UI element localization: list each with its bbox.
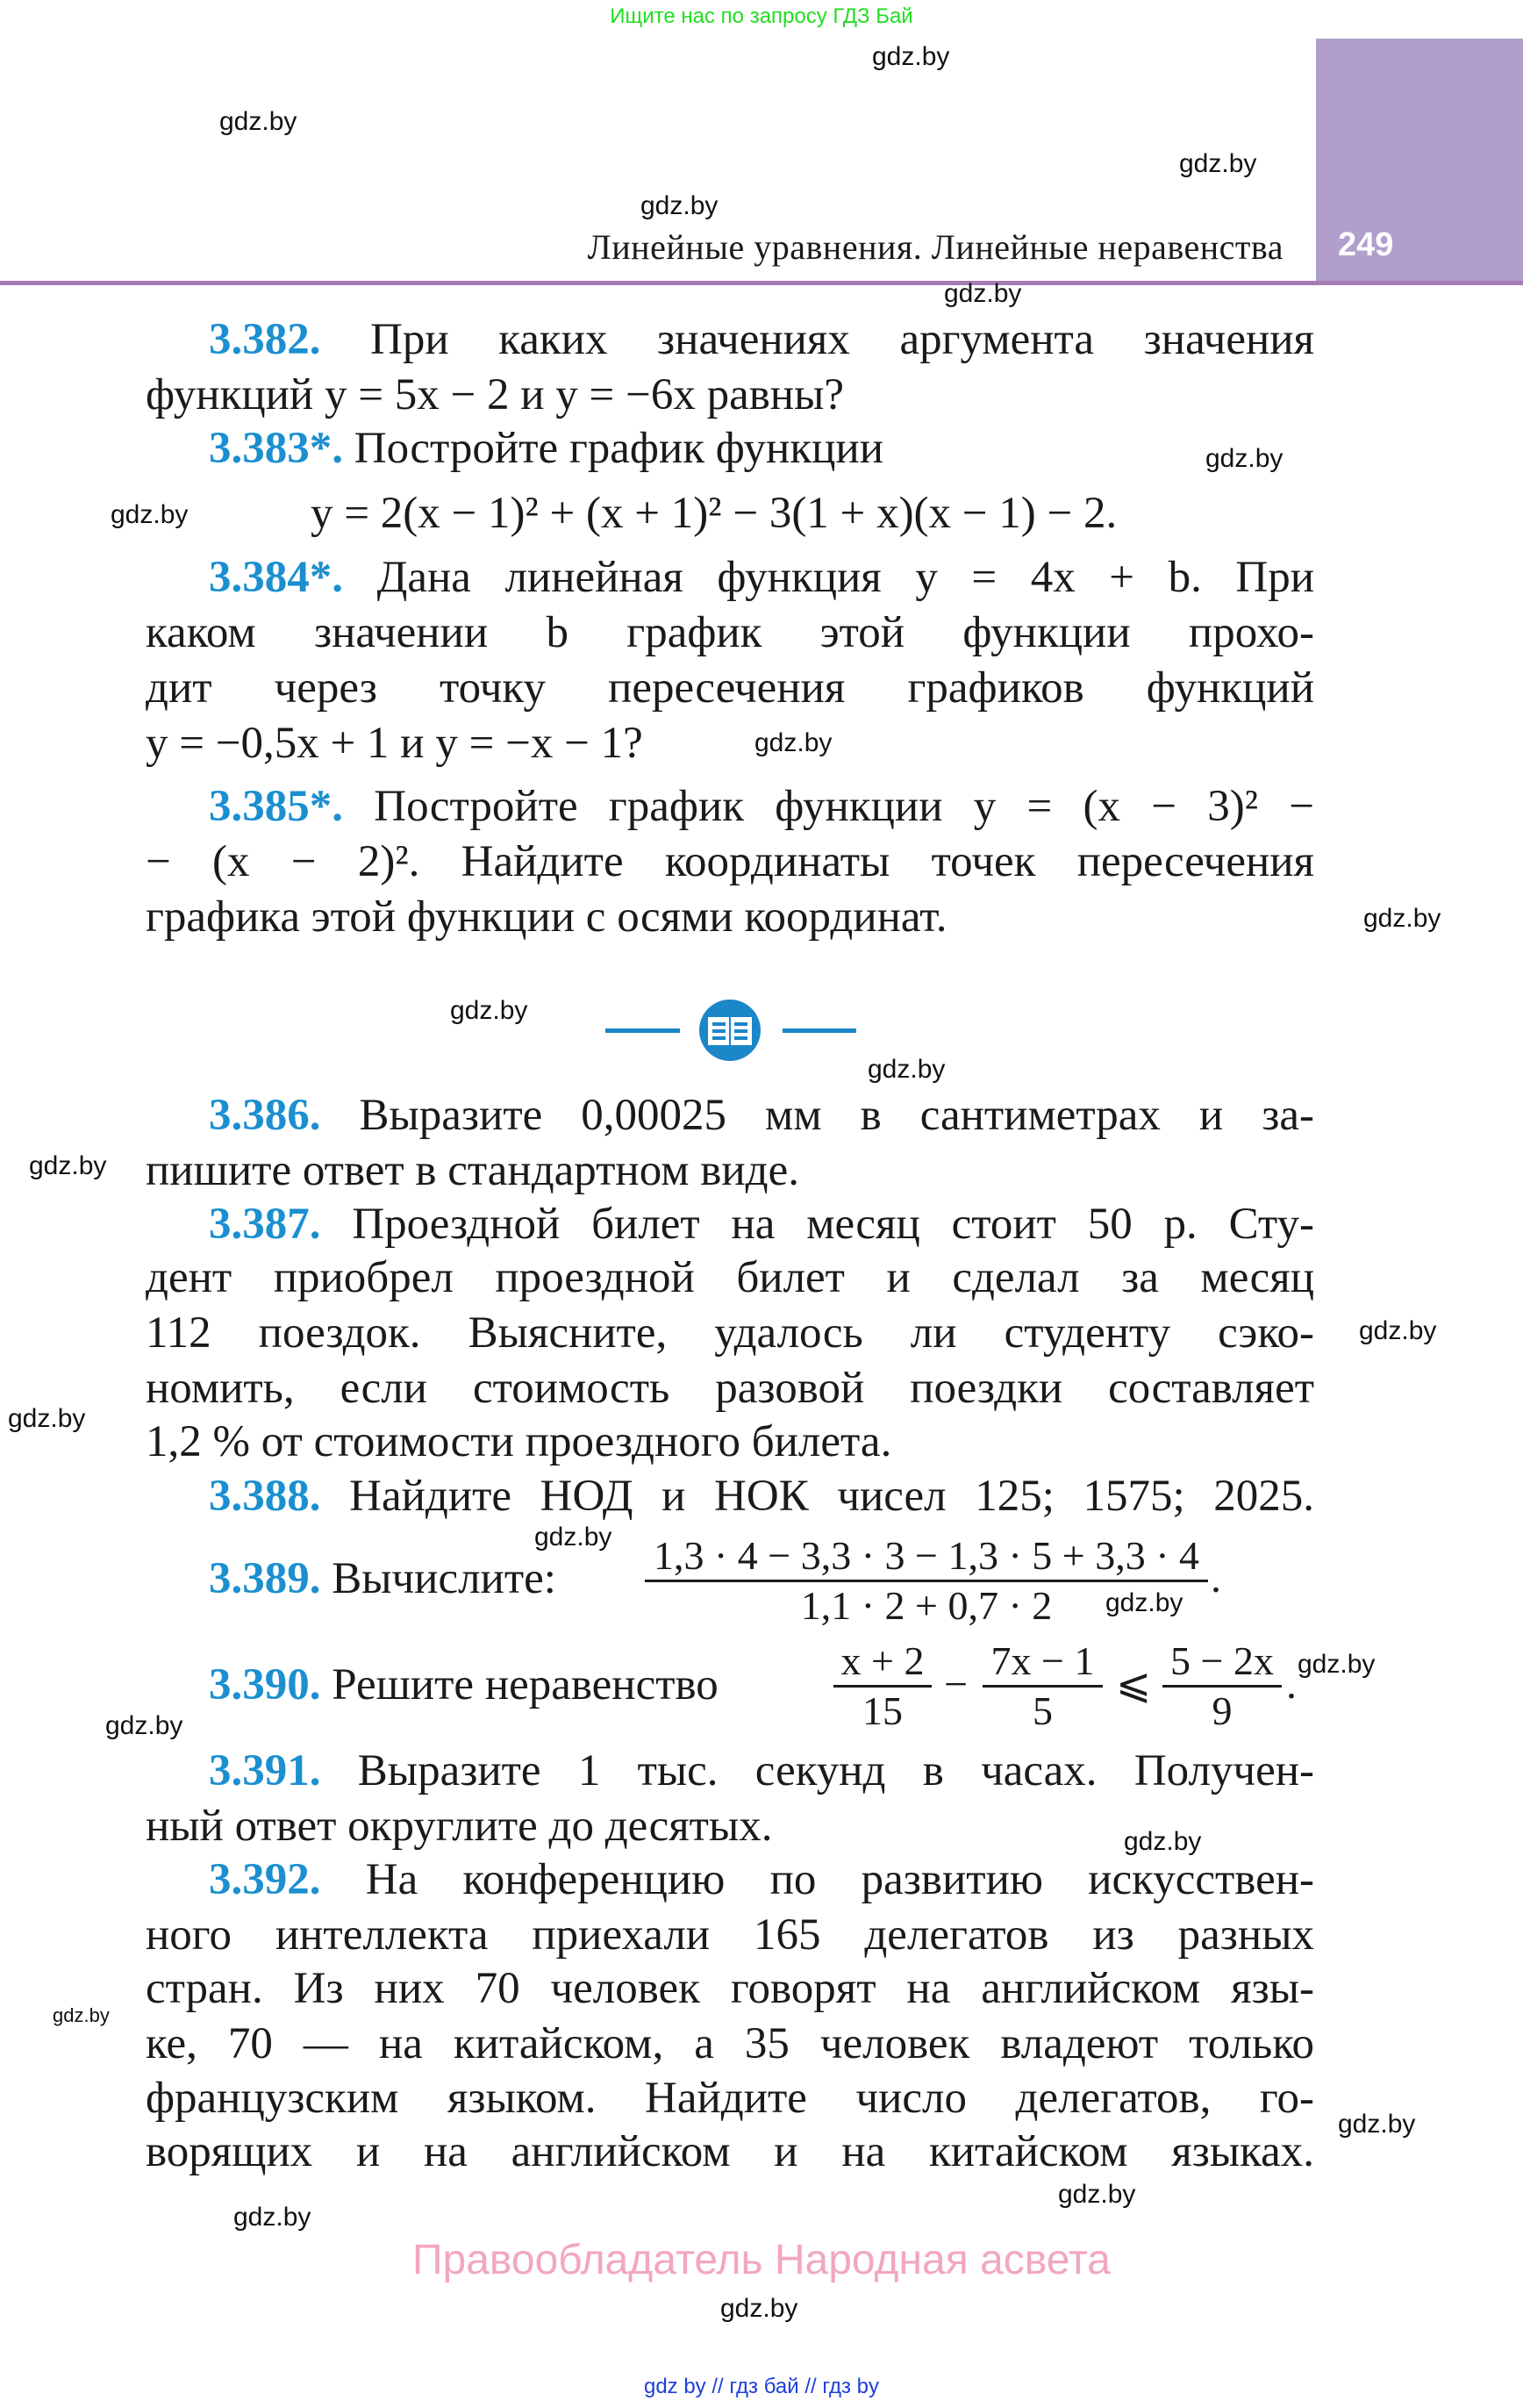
chapter-title: Линейные уравнения. Линейные неравенства <box>587 227 1283 267</box>
numerator: 5 − 2x <box>1170 1638 1274 1683</box>
problem-text: Решите неравенство <box>332 1660 719 1709</box>
less-or-equal-sign: ⩽ <box>1116 1661 1152 1708</box>
problem-line <box>146 1252 1314 1303</box>
problem-text: стран. Из них 70 человек говорят на английском язы- <box>146 1964 1314 2013</box>
denominator: 15 <box>833 1685 932 1735</box>
problem-text: Проездной билет на месяц стоит 50 р. Сту- <box>352 1200 1315 1249</box>
problem-text: 1,2 % от стоимости проездного билета. <box>146 1417 892 1466</box>
watermark: gdz.by <box>450 996 528 1025</box>
problem-number: 3.386. <box>209 1091 321 1140</box>
problem-line <box>146 2073 1314 2124</box>
problem-number: 3.385*. <box>209 782 343 831</box>
problem-text: Выразите 0,00025 мм в сантиметрах и за- <box>359 1091 1314 1140</box>
numerator: 7x − 1 <box>990 1638 1095 1683</box>
minus-sign: − <box>944 1661 969 1708</box>
watermark: gdz.by <box>29 1151 107 1180</box>
problem-text: Вычислите: <box>332 1554 556 1603</box>
problem-line <box>146 369 844 420</box>
problem-text: графика этой функции с осями координат. <box>146 892 947 942</box>
copyright-notice: Правообладатель Народная асвета <box>412 2237 1111 2283</box>
problem-text: пишите ответ в стандартном виде. <box>146 1146 799 1195</box>
numerator: 1,3 · 4 − 3,3 · 3 − 1,3 · 5 + 3,3 · 4 <box>653 1533 1200 1578</box>
problem-line <box>146 836 1314 887</box>
watermark: gdz.by <box>1105 1588 1183 1617</box>
problem-text: Постройте график функции y = (x − 3)² − <box>374 782 1314 831</box>
problem-text: Постройте график функции <box>354 424 884 473</box>
watermark: gdz.by <box>1058 2180 1136 2209</box>
problem-line <box>209 1199 1314 1250</box>
watermark: gdz.by <box>872 42 950 71</box>
watermark: gdz.by <box>1338 2110 1416 2139</box>
problem-line <box>146 1801 772 1852</box>
problem-number: 3.387. <box>209 1200 321 1249</box>
problem-text: ный ответ округлите до десятых. <box>146 1802 773 1851</box>
problem-text: y = 2(x − 1)² + (x + 1)² − 3(1 + x)(x − 1) − 2. <box>311 489 1118 538</box>
problem-line <box>146 1910 1314 1960</box>
watermark: gdz.by <box>1124 1827 1202 1856</box>
problem-text: ного интеллекта приехали 165 делегатов из разных <box>146 1910 1314 1960</box>
problem-line <box>209 1854 1314 1905</box>
problem-text: ке, 70 — на китайском, а 35 человек владеют только <box>146 2019 1314 2068</box>
problem-text: ворящих и на английском и на китайском языках. <box>146 2127 1314 2176</box>
watermark: gdz.by <box>720 2294 798 2323</box>
problem-line <box>146 1145 799 1196</box>
watermark: gdz.by <box>53 2004 110 2026</box>
watermark: gdz.by <box>233 2203 311 2232</box>
problem-text: функций y = 5x − 2 и y = −6x равны? <box>146 370 844 419</box>
numerator: x + 2 <box>840 1638 925 1683</box>
problem-text: Дана линейная функция y = 4x + b. При <box>376 553 1315 602</box>
problem-line <box>146 607 1314 658</box>
problem-text: французским языком. Найдите число делегатов, го- <box>146 2074 1314 2123</box>
problem-line <box>146 1416 891 1467</box>
problem-text: дент приобрел проездной билет и сделал за месяц <box>146 1253 1314 1302</box>
watermark: gdz.by <box>944 279 1022 308</box>
problem-line <box>209 314 1314 365</box>
watermark: gdz.by <box>219 107 297 136</box>
watermark: gdz.by <box>1205 444 1283 473</box>
search-banner[interactable]: Ищите нас по запросу ГДЗ Бай <box>610 4 913 28</box>
fraction-390-2 <box>983 1638 1103 1735</box>
header-divider <box>0 281 1523 285</box>
problem-text: y = −0,5x + 1 и y = −x − 1? <box>146 719 643 768</box>
denominator: 5 <box>983 1685 1103 1735</box>
problem-line <box>146 1963 1314 2014</box>
watermark: gdz.by <box>1359 1316 1437 1345</box>
problem-text: дит через точку пересечения графиков функций <box>146 663 1314 713</box>
page-number: 249 <box>1338 226 1394 263</box>
problem-text: 112 поездок. Выясните, удалось ли студенту сэко- <box>146 1308 1314 1358</box>
period: . <box>1286 1661 1297 1708</box>
problem-line <box>209 1471 1314 1522</box>
problem-number: 3.383*. <box>209 424 343 473</box>
section-divider-left <box>605 1028 680 1033</box>
problem-line <box>146 892 947 942</box>
problem-line <box>146 1363 1314 1414</box>
problem-number: 3.389. <box>209 1554 321 1603</box>
watermark: gdz.by <box>1363 904 1441 933</box>
footer-links[interactable]: gdz by // гдз бай // гдз by <box>643 2375 880 2398</box>
fraction-390-1 <box>833 1638 932 1735</box>
problem-number: 3.384*. <box>209 553 343 602</box>
problem-line <box>209 1090 1314 1141</box>
problem-line <box>146 663 1314 713</box>
problem-line <box>146 1308 1314 1358</box>
watermark: gdz.by <box>868 1055 946 1084</box>
problem-line <box>209 1745 1314 1796</box>
denominator: 1,1 · 2 + 0,7 · 2 <box>645 1580 1208 1630</box>
watermark: gdz.by <box>640 191 719 220</box>
problem-text: Выразите 1 тыс. секунд в часах. Получен- <box>357 1746 1314 1795</box>
problem-line <box>209 1553 556 1604</box>
period: . <box>1211 1555 1221 1602</box>
section-divider-right <box>783 1028 856 1033</box>
watermark: gdz.by <box>754 728 833 757</box>
problem-text: Найдите НОД и НОК чисел 125; 1575; 2025. <box>349 1472 1315 1521</box>
watermark: gdz.by <box>1179 149 1257 178</box>
problem-number: 3.392. <box>209 1855 321 1904</box>
denominator: 9 <box>1162 1685 1282 1735</box>
open-book-icon <box>699 1000 761 1061</box>
problem-text: При каких значениях аргумента значения <box>370 315 1314 364</box>
watermark: gdz.by <box>1298 1650 1376 1679</box>
watermark: gdz.by <box>105 1711 183 1740</box>
fraction-390-3 <box>1162 1638 1282 1735</box>
problem-text: номить, если стоимость разовой поездки составляет <box>146 1364 1314 1413</box>
problem-line <box>209 1659 719 1710</box>
problem-number: 3.391. <box>209 1746 321 1795</box>
problem-line <box>146 2018 1314 2069</box>
problem-line <box>209 423 883 474</box>
problem-text: На конференцию по развитию искусствен- <box>365 1855 1314 1904</box>
watermark: gdz.by <box>8 1404 86 1433</box>
problem-line <box>146 2126 1314 2177</box>
problem-line <box>146 718 643 769</box>
problem-line <box>311 488 1117 539</box>
problem-number: 3.382. <box>209 315 321 364</box>
problem-number: 3.390. <box>209 1660 321 1709</box>
watermark: gdz.by <box>111 500 189 529</box>
problem-line <box>209 552 1314 603</box>
problem-text: каком значении b график этой функции прохо- <box>146 608 1314 657</box>
problem-line <box>209 781 1314 832</box>
watermark: gdz.by <box>534 1523 612 1552</box>
problem-number: 3.388. <box>209 1472 321 1521</box>
problem-text: − (x − 2)². Найдите координаты точек пересечения <box>146 837 1314 886</box>
